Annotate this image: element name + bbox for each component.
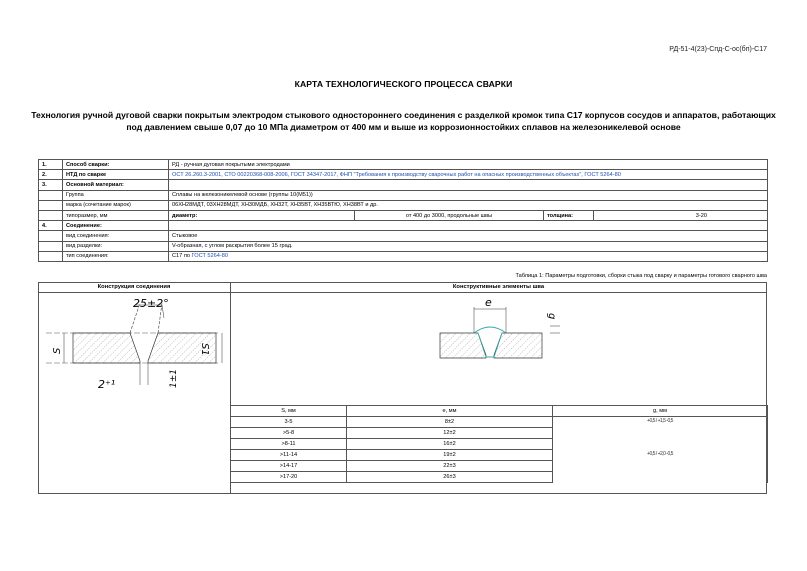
table-row [39,170,768,180]
root-face-label: 1±1 [169,369,179,388]
s-value: >17-20 [231,472,347,483]
table-row [39,200,768,210]
row-label: вид разделки: [63,241,169,251]
diameter-label: диаметр: [169,210,355,220]
document-code: РД-51-4(23)-Спд-С-ос(бп)-С17 [669,46,767,53]
g-value: +0,5 / +1,5 -0,5 [647,418,673,424]
table-row [39,180,768,190]
row-label: Группа [63,190,169,200]
row-number: 2. [39,170,63,180]
table-row [39,221,768,231]
table-row [39,160,768,170]
weld-cap [474,327,506,333]
weld-elements-drawing [390,293,590,383]
empty-cell [39,190,63,200]
row-label: Способ сварки: [63,160,169,170]
s-value: 3-5 [231,417,347,428]
reinforcement-label: g [546,313,557,320]
table-row [231,417,768,428]
row-value: Сплавы на железоникелевой основе (группы 10(М51)) [169,190,768,200]
row-value: V-образная, с углом раскрытия более 15 град. [169,241,768,251]
thickness-value: 3-20 [594,210,768,220]
joint-construction-header: Конструкция соединения [97,284,171,290]
thickness-s1-label: S1 [199,343,210,356]
joint-construction-drawing [38,293,230,405]
weld-elements-header: Конструктивные элементы шва [452,284,545,290]
welding-card-table [38,159,768,262]
row-label: типоразмер, мм [63,210,169,220]
column-header: e, мм [347,406,553,417]
gap-label: 2⁺¹ [98,378,116,391]
row-number: 1. [39,160,63,170]
row-label: НТД по сварке [63,170,169,180]
table-row [231,450,768,461]
page-subtitle: Технология ручной дуговой сварки покрытым электродом стыкового одностороннего соединения с разделкой кромок типа С17 корпусов сосудов и аппаратов, работающих под давлением свыше 0,07 до 10 МПа диаметром от 400 мм и выше из коррозионностойких сплавов на железоникелевой основе [31,110,776,132]
e-value: 22±3 [347,461,553,472]
e-value: 12±2 [347,428,553,439]
s-value: >11-14 [231,450,347,461]
row-value: Стыковое [169,231,768,241]
e-value: 8±2 [347,417,553,428]
left-plate [73,333,140,363]
ntd-links[interactable]: ОСТ 26.260.3-2001, СТО 00220368-008-2006, ГОСТ 34347-2017, ФНП "Требования к производству сварочных работ на опасных производственных объектах", ГОСТ 5264-80 [169,170,768,180]
bevel-angle-label: 25±2° [133,297,169,310]
empty-cell [169,180,768,190]
row-number: 3. [39,180,63,190]
weld-width-label: e [485,296,492,309]
thickness-label: толщина: [544,210,594,220]
table-row [39,231,768,241]
empty-cell [39,200,63,210]
empty-cell [39,241,63,251]
thickness-s-label: S [52,347,63,354]
s-value: >14-17 [231,461,347,472]
s-value: >8-11 [231,439,347,450]
row-value: РД - ручная дуговая покрытыми электродами [169,160,768,170]
row-value: 06ХН28МДТ, 03ХН28МДТ, ХН30МДБ, ХН32Т, ХН35ВТ, ХН35ВТЮ, ХН38ВТ и др. [169,200,768,210]
row-number: 4. [39,221,63,231]
table-header-row [231,406,768,417]
table-row [39,241,768,251]
diameter-value: от 400 до 3000, продольные швы [355,210,544,220]
page-title: КАРТА ТЕХНОЛОГИЧЕСКОГО ПРОЦЕССА СВАРКИ [294,79,513,89]
empty-cell [39,251,63,261]
row-label: вид соединения: [63,231,169,241]
e-value: 16±2 [347,439,553,450]
table-row [39,251,768,261]
row-value [169,251,768,261]
e-value: 26±3 [347,472,553,483]
row-label: марка (сочетание марок) [63,200,169,210]
empty-cell [39,231,63,241]
row-label: Основной материал: [63,180,169,190]
e-value: 19±2 [347,450,553,461]
g-value: +0,5 / +2,0 -0,5 [647,450,673,457]
s-value: >5-8 [231,428,347,439]
weld-params-table [230,405,768,483]
table-caption: Таблица 1: Параметры подготовки, сборки стыка под сварку и параметры готового сварного шва [515,273,767,279]
column-header: S, мм [231,406,347,417]
row-label: Соединение: [63,221,169,231]
empty-cell [169,221,768,231]
gost-link[interactable]: ГОСТ 5264-80 [191,253,228,260]
table-row [39,210,768,220]
joint-type-prefix: С17 по [172,253,190,260]
column-header: g, мм [553,406,768,417]
row-label: тип соединения: [63,251,169,261]
empty-cell [39,210,63,220]
table-row [39,190,768,200]
